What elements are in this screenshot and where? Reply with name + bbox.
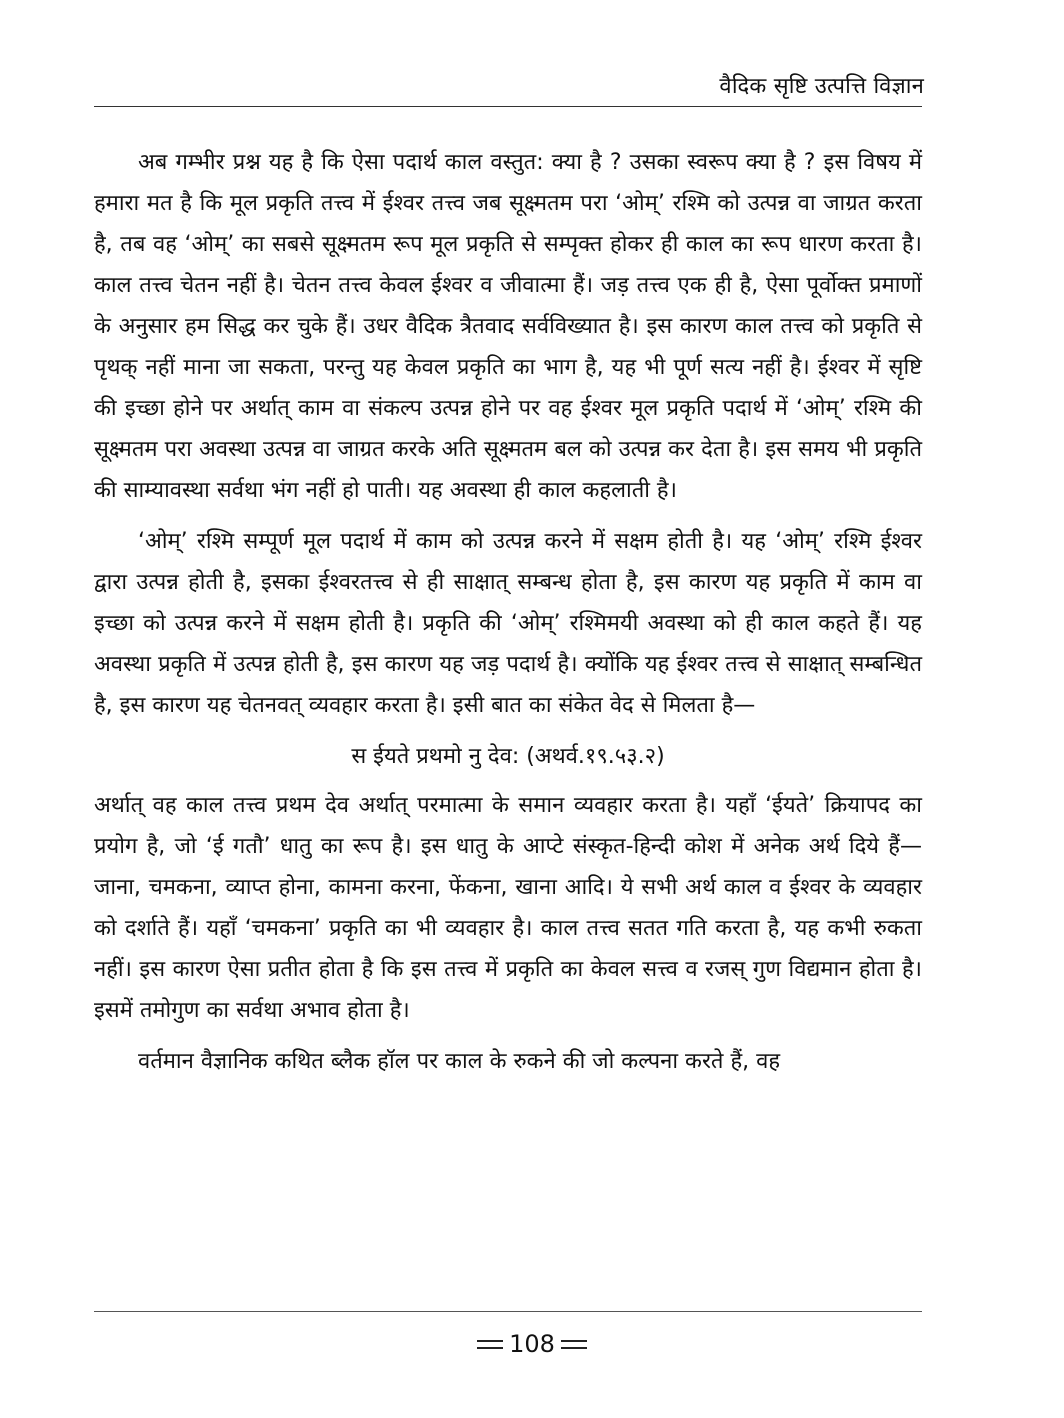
right-ornament-icon <box>561 1340 587 1349</box>
left-ornament-icon <box>477 1340 503 1349</box>
paragraph-4: वर्तमान वैज्ञानिक कथित ब्लैक हॉल पर काल के रुकने की जो कल्पना करते हैं, वह <box>138 1049 781 1074</box>
paragraph-1: अब गम्भीर प्रश्न यह है कि ऐसा पदार्थ काल वस्तुत: क्या है ? उसका स्वरूप क्या है ? इस विषय में हमारा मत है कि मूल प्रकृति तत्त्व में ईश्वर तत्त्व जब सूक्ष्मतम परा ‘ओम्’ रश्मि को उत्पन्न वा जाग्रत करता है, तब वह ‘ओम्’ का सबसे सूक्ष्मतम रूप मूल प्रकृति से सम्पृक्त होकर ही काल का रूप धारण करता है। काल तत्त्व चेतन नहीं है। चेतन तत्त्व केवल ईश्वर व जीवात्मा हैं। जड़ तत्त्व एक ही है, ऐसा पूर्वोक्त प्रमाणों के अनुसार हम सिद्ध कर चुके हैं। उधर वैदिक त्रैतवाद सर्वविख्यात है। इस कारण काल तत्त्व को प्रकृति से पृथक् नहीं माना जा सकता, परन्तु यह केवल प्रकृति का भाग है, यह भी पूर्ण सत्य नहीं है। ईश्वर में सृष्टि की इच्छा होने पर अर्थात् काम वा संकल्प उत्पन्न होने पर वह ईश्वर मूल प्रकृति पदार्थ में ‘ओम्’ रश्मि की सूक्ष्मतम परा अवस्था उत्पन्न वा जाग्रत करके अति सूक्ष्मतम बल को उत्पन्न कर देता है। इस समय भी प्रकृति की साम्यावस्था सर्वथा भंग नहीं हो पाती। यह अवस्था ही काल कहलाती है। <box>94 150 922 503</box>
page-number: 108 <box>509 1330 555 1358</box>
running-header-title: वैदिक सृष्टि उत्पत्ति विज्ञान <box>719 74 924 99</box>
header-divider <box>94 106 922 107</box>
paragraph-3: अर्थात् वह काल तत्त्व प्रथम देव अर्थात् परमात्मा के समान व्यवहार करता है। यहाँ ‘ईयते’ क्रियापद का प्रयोग है, जो ‘ई गतौ’ धातु का रूप है। इस धातु के आप्टे संस्कृत-हिन्दी कोश में अनेक अर्थ दिये हैं— जाना, चमकना, व्याप्त होना, कामना करना, फेंकना, खाना आदि। ये सभी अर्थ काल व ईश्वर के व्यवहार को दर्शाते हैं। यहाँ ‘चमकना’ प्रकृति का भी व्यवहार है। काल तत्त्व सतत गति करता है, यह कभी रुकता नहीं। इस कारण ऐसा प्रतीत होता है कि इस तत्त्व में प्रकृति का केवल सत्त्व व रजस् गुण विद्यमान होता है। इसमें तमोगुण का सर्वथा अभाव होता है। <box>94 793 922 1023</box>
body-text <box>94 142 922 1092</box>
verse-quote: स ईयते प्रथमो नु देव: (अथर्व.१९.५३.२) <box>351 744 665 769</box>
footer-divider <box>94 1311 922 1312</box>
page-number-footer <box>0 1330 1064 1358</box>
paragraph-2: ‘ओम्’ रश्मि सम्पूर्ण मूल पदार्थ में काम को उत्पन्न करने में सक्षम होती है। यह ‘ओम्’ रश्मि ईश्वर द्वारा उत्पन्न होती है, इसका ईश्वरतत्त्व से ही साक्षात् सम्बन्ध होता है, इस कारण यह प्रकृति में काम वा इच्छा को उत्पन्न करने में सक्षम होती है। प्रकृति की ‘ओम्’ रश्मिमयी अवस्था को ही काल कहते हैं। यह अवस्था प्रकृति में उत्पन्न होती है, इस कारण यह जड़ पदार्थ है। क्योंकि यह ईश्वर तत्त्व से साक्षात् सम्बन्धित है, इस कारण यह चेतनवत् व्यवहार करता है। इसी बात का संकेत वेद से मिलता है— <box>94 529 922 718</box>
